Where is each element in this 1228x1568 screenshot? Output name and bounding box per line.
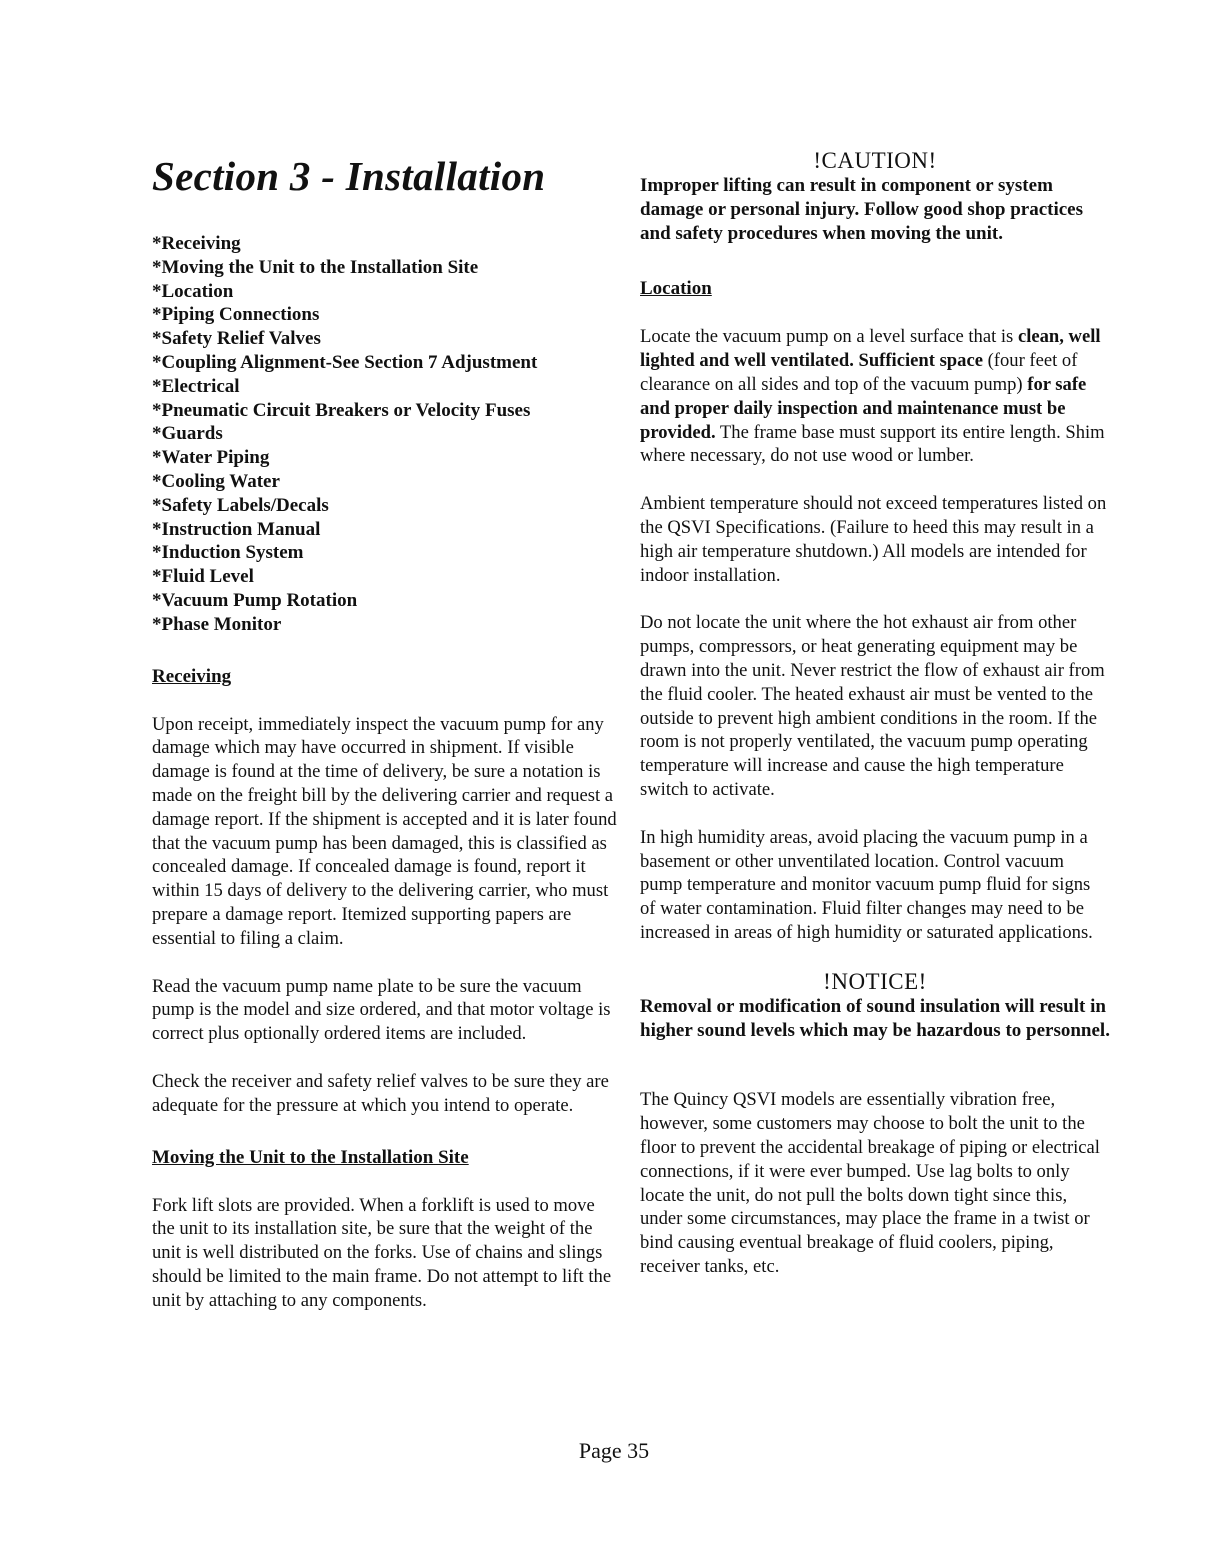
location-heading: Location [640,278,712,300]
location-paragraph-1 [640,325,1110,468]
notice-box [640,969,1110,1043]
right-column [640,140,1110,1279]
location-paragraph-4: In high humidity areas, avoid placing the vacuum pump in a basement or other unventilated location. Control vacuum pump temperature and monitor vacuum pump fluid for signs of water contamination. Fluid filter changes may need to be increased in areas of high humidity or saturated applications. [640,826,1093,943]
notice-text: Removal or modification of sound insulation will result in higher sound levels which may be hazardous to personnel. [640,995,1110,1041]
location-text: (four feet of clearance on all sides and top of the vacuum pump) [640,350,1078,395]
toc-item: *Pneumatic Circuit Breakers or Velocity Fuses [152,399,531,421]
toc-item: *Instruction Manual [152,518,321,540]
location-emphasis: for safe and proper daily inspection and maintenance must be provided. [640,373,1087,443]
toc-item: *Location [152,280,234,302]
toc-item: *Induction System [152,542,304,564]
toc-item: *Guards [152,423,223,445]
toc-item: *Receiving [152,233,241,254]
toc-item: *Piping Connections [152,304,320,326]
notice-title: !NOTICE! [823,968,927,994]
toc-item: *Moving the Unit to the Installation Site [152,256,479,278]
receiving-heading: Receiving [152,665,232,687]
toc-item: *Safety Labels/Decals [152,494,329,516]
location-paragraph-3: Do not locate the unit where the hot exhaust air from other pumps, compressors, or heat generating equipment may be drawn into the unit. Never restrict the flow of exhaust air from the fluid cooler. The heated exhaust air must be vented to the outside to prevent high ambient conditions in the room. If the room is not properly ventilated, the vacuum pump operating temperature will increase and cause the high temperature switch to activate. [640,612,1105,800]
moving-heading: Moving the Unit to the Installation Site [152,1146,469,1168]
location-text: The frame base must support its entire length. Shim where necessary, do not use wood or lumber. [640,421,1105,467]
caution-box [640,148,1110,245]
location-emphasis: clean, well lighted and well ventilated. Sufficient space [640,326,1101,372]
toc-item: *Fluid Level [152,566,254,588]
receiving-paragraph-3: Check the receiver and safety relief valves to be sure they are adequate for the pressure at which you intend to operate. [152,1070,609,1116]
location-paragraph-2: Ambient temperature should not exceed temperatures listed on the QSVI Specifications. (Failure to heed this may result in a high air temperature shutdown.) All models are intended for indoor installation. [640,493,1107,586]
toc-item: *Water Piping [152,447,270,469]
toc-item: *Phase Monitor [152,613,282,635]
vibration-paragraph: The Quincy QSVI models are essentially vibration free, however, some customers may choose to bolt the unit to the floor to prevent the accidental breakage of piping or electrical connections, if it were ever bumped. Use lag bolts to only locate the unit, do not pull the bolts down tight since this, under some circumstances, may place the frame in a twist or bind causing eventual breakage of fluid coolers, piping, receiver tanks, etc. [640,1089,1100,1277]
caution-text: Improper lifting can result in component or system damage or personal injury. Follow good shop practices and safety procedures when moving the unit. [640,175,1083,244]
receiving-paragraph-1: Upon receipt, immediately inspect the vacuum pump for any damage which may have occurred in shipment. If visible damage is found at the time of delivery, be sure a notation is made on the freight bill by the delivering carrier and request a damage report. If the shipment is accepted and it is later found that the vacuum pump has been damaged, this is classified as concealed damage. If concealed damage is found, report it within 15 days of delivery to the delivering carrier, who must prepare a damage report. Itemized supporting papers are essential to filing a claim. [152,713,617,949]
toc-item: *Safety Relief Valves [152,328,321,350]
location-text: Locate the vacuum pump on a level surface that is [640,326,1018,348]
toc-item: *Electrical [152,375,240,397]
caution-title: !CAUTION! [813,148,937,173]
toc-item: *Cooling Water [152,470,280,492]
toc-item: *Vacuum Pump Rotation [152,589,358,611]
moving-paragraph: Fork lift slots are provided. When a forklift is used to move the unit to its installation site, be sure that the weight of the unit is well distributed on the forks. Use of chains and slings should be limited to the main frame. Do not attempt to lift the unit by attaching to any components. [152,1194,612,1311]
page-number: Page 35 [578,1438,650,1463]
section-title: Section 3 - Installation [152,153,546,199]
toc-item: *Coupling Alignment-See Section 7 Adjustment [152,351,538,373]
receiving-paragraph-2: Read the vacuum pump name plate to be sure the vacuum pump is the model and size ordered, and that motor voltage is correct plus optionally ordered items are included. [152,975,611,1045]
left-column [152,140,622,1312]
section-contents-list [152,232,622,637]
